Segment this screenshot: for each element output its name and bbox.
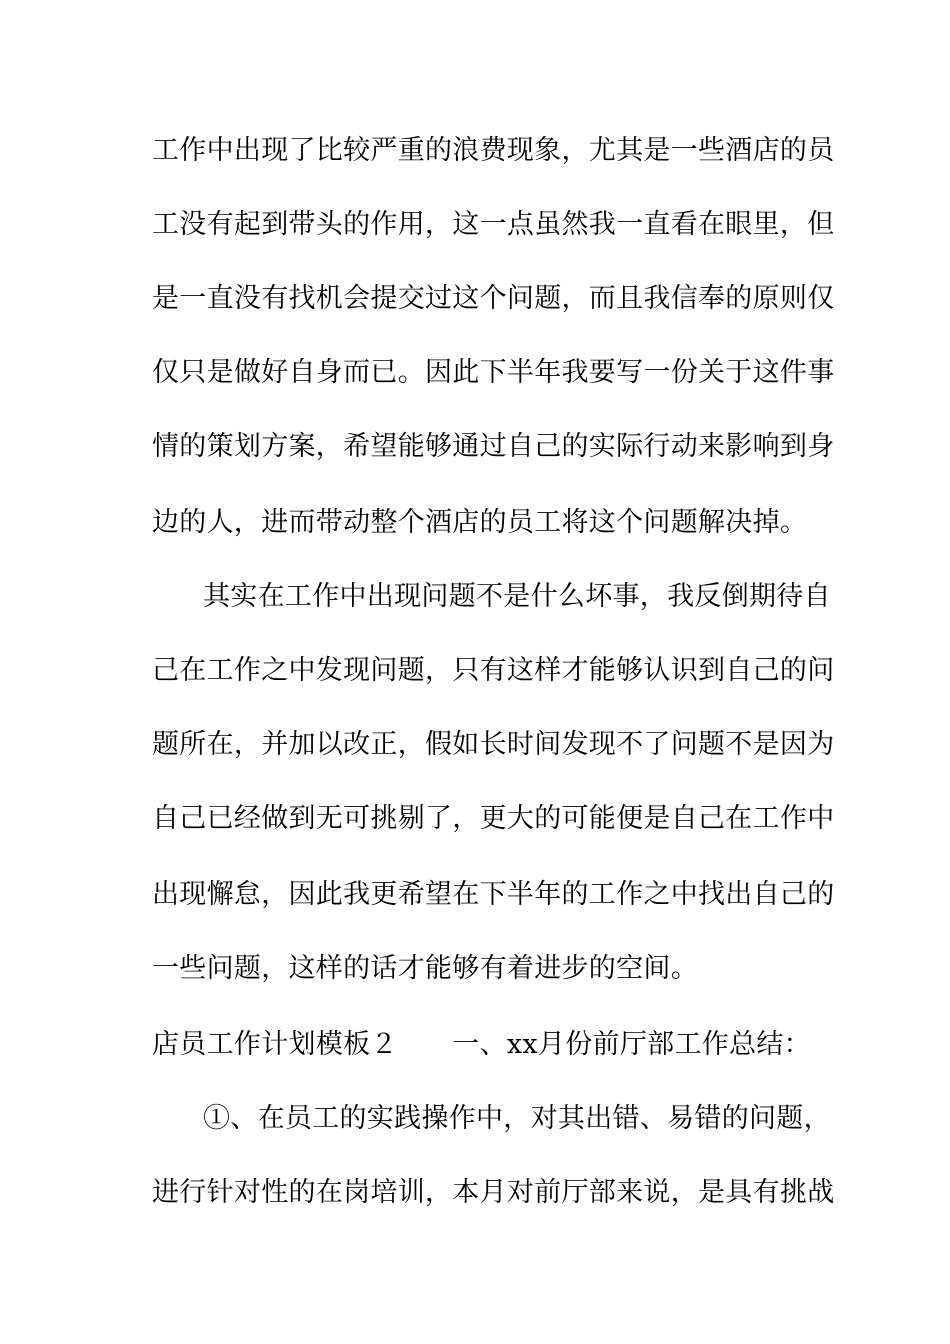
text-line: 其实在工作中出现问题不是什么坏事，我反倒期待自	[203, 581, 831, 612]
text-line: 一些问题，这样的话才能够有着进步的空间。	[152, 953, 698, 984]
section-heading: 店员工作计划模板２ 一、xx月份前厅部工作总结：	[152, 1029, 811, 1060]
text-line: 进行针对性的在岗培训，本月对前厅部来说，是具有挑战	[152, 1177, 835, 1208]
text-line: 工作中出现了比较严重的浪费现象，尤其是一些酒店的员	[152, 135, 835, 166]
text-line: 题所在，并加以改正，假如长时间发现不了问题不是因为	[152, 729, 835, 760]
text-line: 工没有起到带头的作用，这一点虽然我一直看在眼里，但	[152, 209, 835, 240]
text-line: 出现懈怠，因此我更希望在下半年的工作之中找出自己的	[152, 879, 835, 910]
text-line: ①、在员工的实践操作中，对其出错、易错的问题，	[203, 1103, 831, 1134]
text-line: 自己已经做到无可挑剔了，更大的可能便是自己在工作中	[152, 803, 835, 834]
text-line: 是一直没有找机会提交过这个问题，而且我信奉的原则仅	[152, 283, 835, 314]
text-line: 己在工作之中发现问题，只有这样才能够认识到自己的问	[152, 655, 835, 686]
text-line: 边的人，进而带动整个酒店的员工将这个问题解决掉。	[152, 507, 808, 538]
text-line: 情的策划方案，希望能够通过自己的实际行动来影响到身	[152, 431, 835, 462]
text-line: 仅只是做好自身而已。因此下半年我要写一份关于这件事	[152, 357, 835, 388]
